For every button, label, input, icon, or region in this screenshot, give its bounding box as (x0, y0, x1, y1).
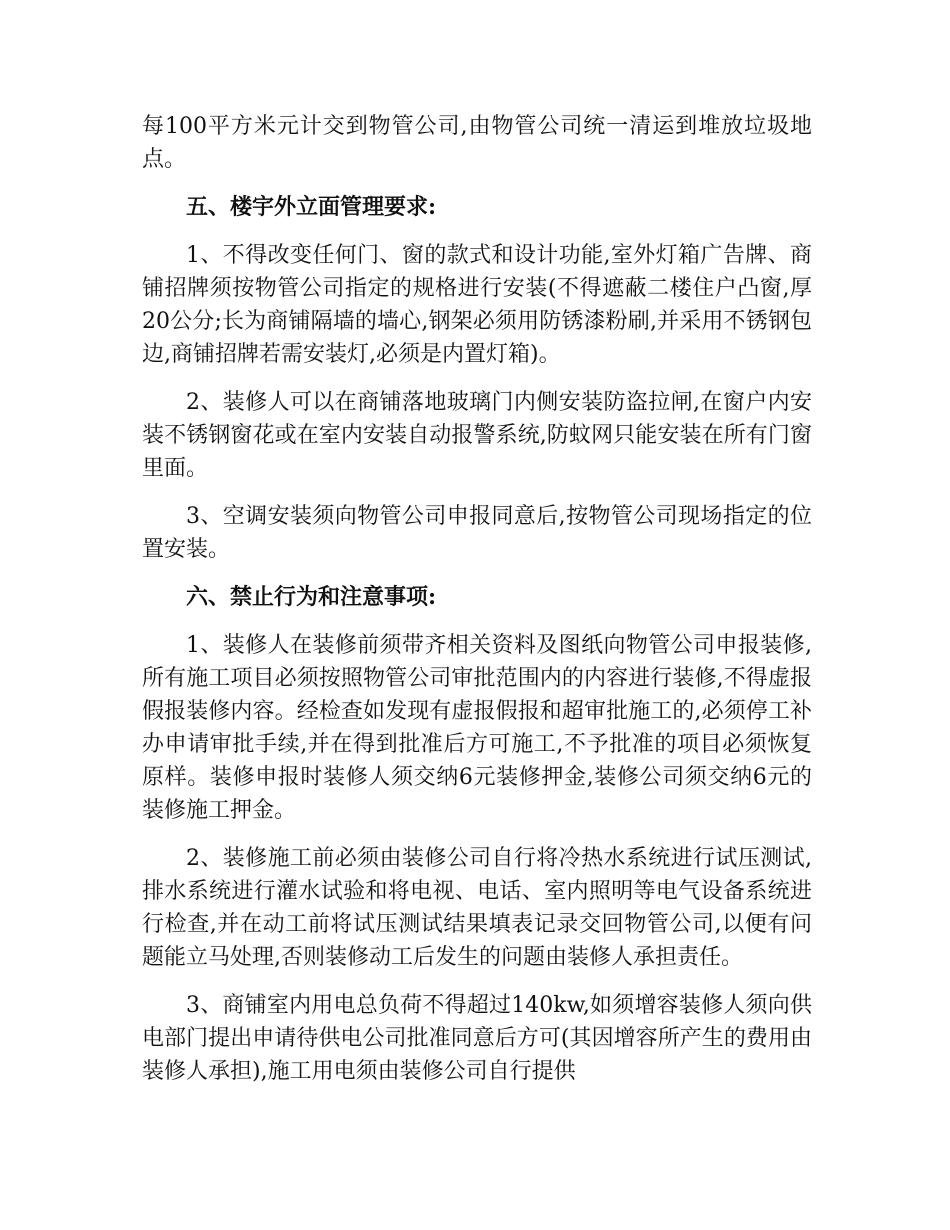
paragraph-6-2: 2、装修施工前必须由装修公司自行将冷热水系统进行试压测试,排水系统进行灌水试验和将电视、电话、室内照明等电气设备系统进行检查,并在动工前将试压测试结果填表记录交回物管公司,以便有问题能立马处理,否则装修动工后发生的问题由装修人承担责任。 (142, 846, 812, 970)
section-heading-6: 六、禁止行为和注意事项: (186, 584, 437, 610)
paragraph-continuation: 每100平方米元计交到物管公司,由物管公司统一清运到堆放垃圾地点。 (142, 114, 812, 172)
paragraph-5-3: 3、空调安装须向物管公司申报同意后,按物管公司现场指定的位置安装。 (142, 504, 812, 562)
paragraph-5-1: 1、不得改变任何门、窗的款式和设计功能,室外灯箱广告牌、商铺招牌须按物管公司指定的规格进行安装(不得遮蔽二楼住户凸窗,厚20公分;长为商铺隔墙的墙心,钢架必须用防锈漆粉刷,并采用不锈钢包边,商铺招牌若需安装灯,必须是内置灯箱)。 (142, 243, 812, 367)
document-page (142, 110, 812, 1103)
paragraph-6-3: 3、商铺室内用电总负荷不得超过140kw,如须增容装修人须向供电部门提出申请待供电公司批准同意后方可(其因增容所产生的费用由装修人承担),施工用电须由装修公司自行提供 (142, 993, 812, 1084)
paragraph-5-2: 2、装修人可以在商铺落地玻璃门内侧安装防盗拉闸,在窗户内安装不锈钢窗花或在室内安装自动报警系统,防蚊网只能安装在所有门窗里面。 (142, 390, 812, 481)
paragraph-6-1: 1、装修人在装修前须带齐相关资料及图纸向物管公司申报装修,所有施工项目必须按照物管公司审批范围内的内容进行装修,不得虚报假报装修内容。经检查如发现有虚报假报和超审批施工的,必须停工补办申请审批手续,并在得到批准后方可施工,不予批准的项目必须恢复原样。装修申报时装修人须交纳6元装修押金,装修公司须交纳6元的装修施工押金。 (142, 633, 812, 823)
section-heading-5: 五、楼宇外立面管理要求: (186, 194, 437, 220)
